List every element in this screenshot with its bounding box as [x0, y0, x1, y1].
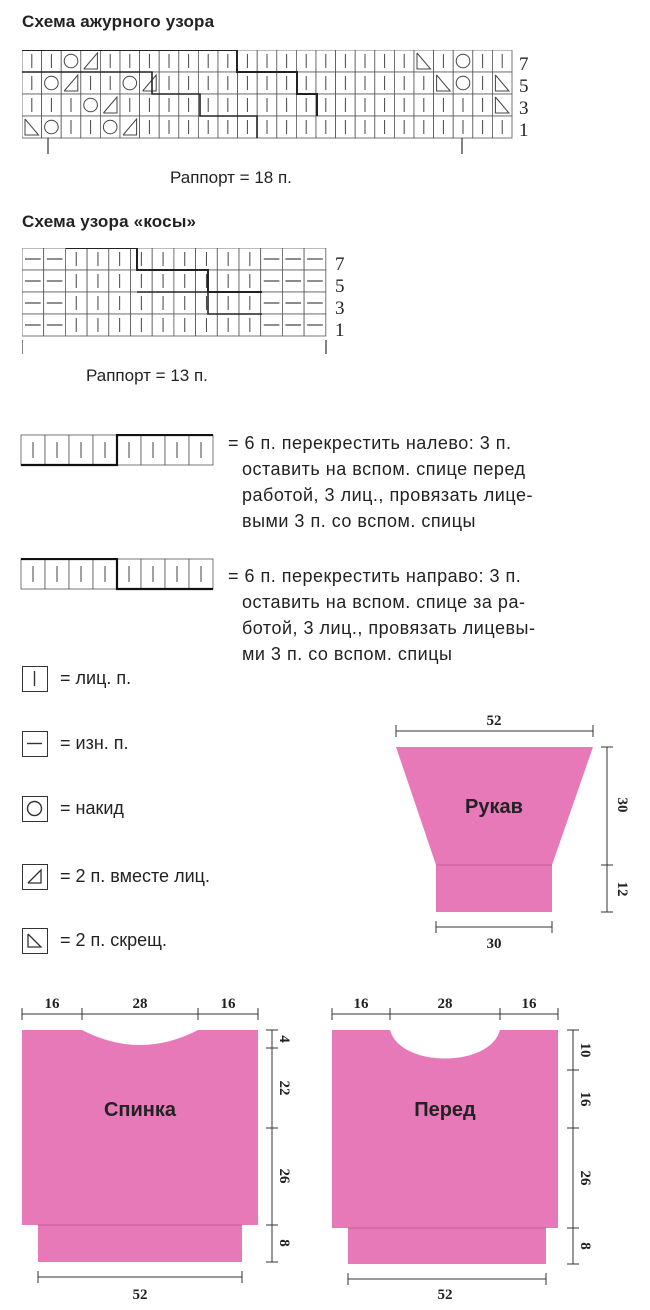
cross-right-line-4: ми 3 п. со вспом. спицы [242, 644, 453, 664]
cable-chart [22, 248, 362, 358]
cross-left-cell [189, 435, 213, 465]
cable-cell [152, 248, 174, 270]
cable-cell [131, 314, 153, 336]
front-h1: 10 [577, 1042, 593, 1058]
openwork-cell [394, 94, 414, 116]
openwork-cell [355, 50, 375, 72]
openwork-cell [453, 94, 473, 116]
cable-cell [44, 314, 66, 336]
cable-cell [152, 270, 174, 292]
cable-cell [282, 292, 304, 314]
openwork-cell [179, 72, 199, 94]
cross-right-cell [189, 559, 213, 589]
front-top-mid: 28 [437, 996, 453, 1012]
cable-cell [282, 270, 304, 292]
openwork-cell [238, 72, 258, 94]
back-rib [38, 1225, 242, 1262]
openwork-cell [238, 50, 258, 72]
openwork-cell [198, 116, 218, 138]
openwork-cell [296, 50, 316, 72]
openwork-cell [414, 94, 434, 116]
openwork-cell [394, 50, 414, 72]
front-body [332, 1030, 558, 1228]
sleeve-cuff-height: 12 [614, 881, 630, 897]
openwork-cell [394, 116, 414, 138]
openwork-cell [336, 72, 356, 94]
cable-cell [65, 248, 87, 270]
cable-cell [174, 292, 196, 314]
cable-cell [196, 248, 218, 270]
back-h1: 4 [276, 1035, 292, 1043]
cable-cell [22, 314, 44, 336]
sleeve-bottom-width: 30 [486, 936, 502, 952]
openwork-cell [434, 50, 454, 72]
openwork-cell [414, 72, 434, 94]
openwork-cell [61, 116, 81, 138]
cable-cell [261, 270, 283, 292]
cable-cell [261, 314, 283, 336]
openwork-cell [492, 50, 512, 72]
openwork-cell [61, 50, 81, 72]
sleeve-cuff [436, 865, 552, 912]
openwork-cell [316, 72, 336, 94]
cable-cell [87, 270, 109, 292]
openwork-cell [218, 50, 238, 72]
openwork-cell [414, 50, 434, 72]
openwork-cell [277, 94, 297, 116]
openwork-cell [277, 72, 297, 94]
openwork-cell [277, 50, 297, 72]
cross-right-cell [45, 559, 69, 589]
openwork-cell [434, 94, 454, 116]
openwork-title: Схема ажурного узора [22, 12, 215, 31]
openwork-cell [120, 94, 140, 116]
openwork-row-1: 1 [519, 120, 529, 141]
openwork-cell [394, 72, 414, 94]
cable-cell [22, 292, 44, 314]
cross-right-line-2: оставить на вспом. спице за ра- [242, 592, 526, 612]
cable-cell [44, 292, 66, 314]
openwork-cell [316, 116, 336, 138]
front-top-left: 16 [353, 996, 369, 1012]
cross-right-cell [21, 559, 45, 589]
openwork-cell [375, 116, 395, 138]
cable-cell [217, 248, 239, 270]
openwork-cell [42, 116, 62, 138]
openwork-cell [296, 116, 316, 138]
openwork-cell [22, 116, 42, 138]
cable-row-3: 3 [335, 298, 345, 319]
openwork-cell [22, 94, 42, 116]
back-h3: 26 [276, 1168, 292, 1184]
cross-right-cell [141, 559, 165, 589]
cross-right-cell [165, 559, 189, 589]
cross-left-line-1: = 6 п. перекрестить налево: 3 п. [228, 433, 512, 453]
openwork-cell [81, 72, 101, 94]
cross-right-cell [69, 559, 93, 589]
openwork-cell [81, 50, 101, 72]
front-bottom-width: 52 [437, 1287, 453, 1303]
openwork-cell [355, 116, 375, 138]
cable-cell [152, 314, 174, 336]
cable-cell [261, 292, 283, 314]
cable-cell [65, 292, 87, 314]
cable-cell [65, 314, 87, 336]
cross-left-cell [21, 435, 45, 465]
openwork-cell [22, 72, 42, 94]
openwork-cell [336, 94, 356, 116]
ssk-definition: = 2 п. скрещ. [60, 930, 167, 950]
front-label: Перед [414, 1099, 476, 1121]
front-diagram [328, 988, 628, 1306]
openwork-cell [140, 94, 160, 116]
cable-rapport: Раппорт = 13 п. [86, 366, 208, 385]
cable-cell [304, 292, 326, 314]
cable-cell [282, 248, 304, 270]
cross-left-symbol [20, 434, 220, 468]
cable-cell [131, 270, 153, 292]
cable-cell [22, 248, 44, 270]
cross-left-line-4: выми 3 п. со вспом. спицы [242, 511, 476, 531]
openwork-cell [140, 72, 160, 94]
openwork-cell [100, 72, 120, 94]
cable-cell [174, 314, 196, 336]
openwork-cell [120, 50, 140, 72]
openwork-cell [355, 94, 375, 116]
cable-cell [109, 248, 131, 270]
back-h4: 8 [276, 1239, 292, 1247]
openwork-cell [453, 72, 473, 94]
openwork-cell [61, 72, 81, 94]
openwork-cell [316, 50, 336, 72]
k2tog-definition: = 2 п. вместе лиц. [60, 866, 210, 886]
front-rib [348, 1228, 546, 1264]
openwork-row-3: 3 [519, 98, 529, 119]
cross-right-cell [93, 559, 117, 589]
cable-cell [22, 270, 44, 292]
openwork-cell [296, 72, 316, 94]
openwork-cell [257, 50, 277, 72]
cable-cell [196, 270, 218, 292]
cable-cell [174, 270, 196, 292]
openwork-cell [375, 94, 395, 116]
sleeve-label: Рукав [465, 796, 523, 818]
openwork-cell [257, 72, 277, 94]
openwork-cell [81, 116, 101, 138]
openwork-cell [179, 116, 199, 138]
back-body [22, 1030, 258, 1225]
k2tog-symbol [22, 864, 48, 890]
openwork-cell [473, 72, 493, 94]
cross-left-cell [141, 435, 165, 465]
cable-cell [261, 248, 283, 270]
cable-cell [217, 292, 239, 314]
openwork-cell [179, 50, 199, 72]
openwork-cell [100, 116, 120, 138]
openwork-cell [218, 94, 238, 116]
openwork-cell [296, 94, 316, 116]
openwork-cell [120, 72, 140, 94]
cross-left-cell [69, 435, 93, 465]
purl-definition: = изн. п. [60, 733, 129, 753]
front-h3: 26 [577, 1170, 593, 1186]
cross-right-definition [228, 563, 638, 667]
cable-cell [196, 292, 218, 314]
openwork-cell [492, 116, 512, 138]
openwork-cell [336, 116, 356, 138]
cable-cell [152, 292, 174, 314]
cable-cell [131, 248, 153, 270]
openwork-cell [159, 94, 179, 116]
openwork-cell [159, 72, 179, 94]
cross-left-cell [165, 435, 189, 465]
openwork-cell [42, 50, 62, 72]
yarn-over-definition: = накид [60, 798, 124, 818]
sleeve-upper-height: 30 [614, 797, 630, 813]
openwork-cell [434, 72, 454, 94]
cross-left-cell [117, 435, 141, 465]
cross-right-line-1: = 6 п. перекрестить направо: 3 п. [228, 566, 522, 586]
sleeve-top-width: 52 [486, 713, 502, 729]
cable-row-7: 7 [335, 254, 345, 275]
cable-cell [44, 248, 66, 270]
cross-right-line-3: ботой, 3 лиц., провязать лицевы- [242, 618, 536, 638]
openwork-cell [159, 116, 179, 138]
sleeve-diagram [380, 705, 640, 960]
cable-cell [304, 270, 326, 292]
cable-cell [304, 314, 326, 336]
openwork-cell [434, 116, 454, 138]
openwork-cell [238, 116, 258, 138]
cable-cell [196, 314, 218, 336]
openwork-cell [473, 116, 493, 138]
front-h2: 16 [577, 1091, 593, 1107]
cable-title: Схема узора «косы» [22, 212, 197, 231]
openwork-cell [81, 94, 101, 116]
cable-row-5: 5 [335, 276, 345, 297]
cable-cell [109, 314, 131, 336]
yarn-over-symbol [22, 796, 48, 822]
cable-cell [87, 314, 109, 336]
openwork-cell [473, 50, 493, 72]
openwork-cell [100, 50, 120, 72]
back-h2: 22 [276, 1080, 292, 1096]
openwork-cell [198, 94, 218, 116]
openwork-cell [42, 94, 62, 116]
cable-cell [87, 292, 109, 314]
openwork-cell [120, 116, 140, 138]
openwork-row-5: 5 [519, 76, 529, 97]
back-top-right: 16 [220, 996, 236, 1012]
ssk-symbol [22, 928, 48, 954]
cable-cell [44, 270, 66, 292]
cable-cell [65, 270, 87, 292]
openwork-cell [453, 116, 473, 138]
openwork-cell [257, 116, 277, 138]
cable-row-1: 1 [335, 320, 345, 341]
cable-cell [217, 314, 239, 336]
back-diagram [18, 988, 308, 1306]
cable-cell [239, 248, 261, 270]
openwork-cell [218, 72, 238, 94]
cable-cell [282, 314, 304, 336]
cable-cell [217, 270, 239, 292]
back-label: Спинка [103, 1099, 177, 1121]
cross-left-definition [228, 430, 638, 534]
cable-cell [239, 292, 261, 314]
cross-right-symbol [20, 558, 220, 592]
front-top-right: 16 [521, 996, 537, 1012]
openwork-cell [473, 94, 493, 116]
back-bottom-width: 52 [132, 1287, 148, 1303]
openwork-cell [336, 50, 356, 72]
cable-grid [22, 248, 326, 336]
cable-cell [87, 248, 109, 270]
openwork-cell [42, 72, 62, 94]
knit-symbol [22, 666, 48, 692]
cable-cell [174, 248, 196, 270]
openwork-cell [198, 50, 218, 72]
openwork-cell [453, 50, 473, 72]
cross-right-cell [117, 559, 141, 589]
openwork-cell [218, 116, 238, 138]
cable-cell [239, 314, 261, 336]
cross-left-cell [93, 435, 117, 465]
cable-cell [304, 248, 326, 270]
openwork-chart [22, 50, 542, 160]
openwork-cell [375, 72, 395, 94]
openwork-cell [257, 94, 277, 116]
openwork-cell [492, 94, 512, 116]
openwork-cell [414, 116, 434, 138]
knit-definition: = лиц. п. [60, 668, 132, 688]
cable-cell [131, 292, 153, 314]
openwork-cell [179, 94, 199, 116]
back-top-mid: 28 [132, 996, 148, 1012]
openwork-cell [140, 50, 160, 72]
cable-cell [109, 270, 131, 292]
openwork-cell [140, 116, 160, 138]
openwork-cell [159, 50, 179, 72]
front-h4: 8 [577, 1242, 593, 1250]
cable-cell [109, 292, 131, 314]
openwork-cell [100, 94, 120, 116]
openwork-cell [277, 116, 297, 138]
cross-left-line-2: оставить на вспом. спице перед [242, 459, 526, 479]
openwork-grid [22, 50, 512, 138]
openwork-cell [22, 50, 42, 72]
openwork-cell [61, 94, 81, 116]
openwork-cell [355, 72, 375, 94]
openwork-rapport: Раппорт = 18 п. [170, 168, 292, 187]
openwork-cell [492, 72, 512, 94]
openwork-cell [316, 94, 336, 116]
purl-symbol [22, 731, 48, 757]
cable-cell [239, 270, 261, 292]
openwork-cell [198, 72, 218, 94]
openwork-cell [375, 50, 395, 72]
cross-left-cell [45, 435, 69, 465]
cross-left-line-3: работой, 3 лиц., провязать лице- [242, 485, 533, 505]
openwork-row-7: 7 [519, 54, 529, 75]
back-top-left: 16 [44, 996, 60, 1012]
openwork-cell [238, 94, 258, 116]
